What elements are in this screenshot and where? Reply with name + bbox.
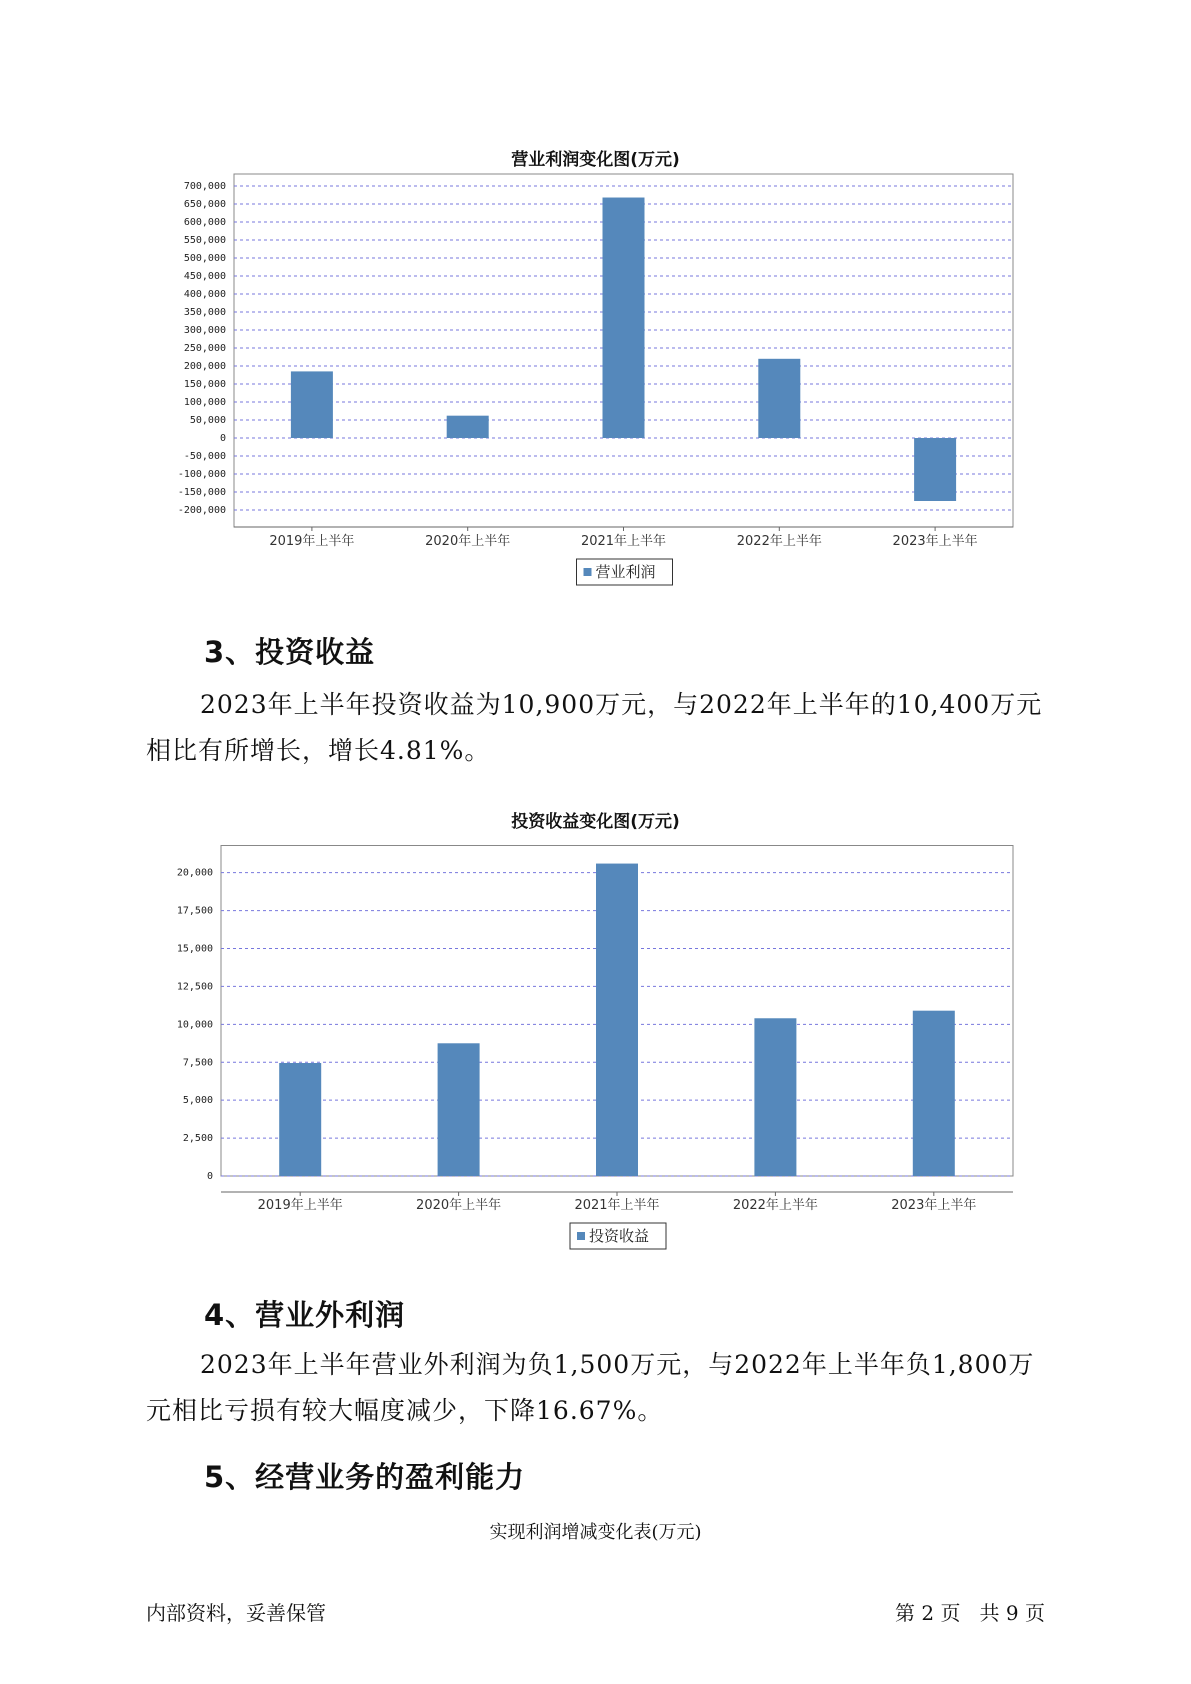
legend-label: 投资收益 [589, 1227, 650, 1245]
investment-income-chart [0, 650, 1191, 1250]
bar [291, 371, 333, 438]
bar [603, 198, 645, 438]
y-tick-label: 5,000 [182, 1095, 213, 1107]
y-tick-label: 300,000 [183, 325, 226, 336]
bar [914, 438, 956, 501]
footer-page-number: 第 2 页 共 9 页 [895, 1601, 1045, 1625]
x-tick-label: 2019年上半年 [269, 534, 355, 549]
y-tick-label: 550,000 [183, 235, 226, 246]
y-tick-label: 20,000 [176, 867, 213, 879]
table-caption: 实现利润增减变化表(万元) [489, 1522, 702, 1543]
legend [570, 1223, 666, 1249]
section-3-heading: 3、投资收益 [204, 635, 376, 669]
y-tick-label: 50,000 [189, 415, 226, 426]
x-tick-label: 2023年上半年 [891, 1198, 977, 1213]
y-tick-label: 200,000 [183, 361, 226, 372]
section-5-heading: 5、经营业务的盈利能力 [204, 1460, 526, 1494]
y-tick-label: 10,000 [176, 1019, 213, 1031]
y-tick-label: 2,500 [182, 1133, 213, 1145]
x-tick-label: 2020年上半年 [416, 1198, 502, 1213]
y-tick-label: -150,000 [177, 487, 226, 498]
x-tick-label: 2021年上半年 [580, 534, 667, 549]
section-4-paragraph [146, 1342, 1046, 1434]
y-tick-label: 450,000 [183, 271, 226, 282]
section-3-line-2: 相比有所增长，增长4.81%。 [146, 736, 491, 765]
section-4-heading: 4、营业外利润 [204, 1298, 406, 1332]
x-tick-label: 2021年上半年 [574, 1198, 660, 1213]
legend-swatch [577, 1232, 585, 1240]
y-tick-label: -100,000 [177, 469, 226, 480]
bar [913, 1011, 955, 1176]
y-tick-label: 100,000 [183, 397, 226, 408]
y-tick-label: -200,000 [177, 505, 226, 516]
bar [754, 1018, 796, 1176]
y-tick-label: 15,000 [176, 943, 213, 955]
legend [577, 559, 673, 585]
bar [758, 359, 800, 438]
x-tick-label: 2022年上半年 [732, 1198, 818, 1213]
x-tick-label: 2022年上半年 [736, 534, 822, 549]
bar [279, 1063, 321, 1176]
y-tick-label: 250,000 [183, 343, 226, 354]
x-tick-label: 2023年上半年 [892, 534, 978, 549]
footer-confidential-note: 内部资料，妥善保管 [146, 1601, 326, 1625]
y-tick-label: -50,000 [183, 451, 226, 462]
bar [438, 1043, 480, 1176]
legend-swatch [584, 568, 592, 576]
y-tick-label: 650,000 [183, 199, 226, 210]
x-tick-label: 2019年上半年 [257, 1198, 343, 1213]
legend-label: 营业利润 [595, 563, 656, 581]
y-tick-label: 350,000 [183, 307, 226, 318]
y-tick-label: 12,500 [176, 981, 213, 993]
y-tick-label: 0 [206, 1171, 213, 1182]
y-tick-label: 700,000 [183, 181, 226, 192]
y-tick-label: 150,000 [183, 379, 226, 390]
section-3-line-1: 2023年上半年投资收益为10,900万元，与2022年上半年的10,400万元 [200, 690, 1043, 719]
y-tick-label: 0 [219, 433, 226, 444]
y-tick-label: 17,500 [176, 905, 213, 917]
section-4-line-1: 2023年上半年营业外利润为负1,500万元，与2022年上半年负1,800万 [200, 1350, 1035, 1379]
chart1-title: 营业利润变化图(万元) [511, 150, 680, 170]
operating-profit-chart [0, 0, 1191, 600]
chart2-title: 投资收益变化图(万元) [511, 812, 680, 832]
bar [447, 416, 489, 438]
y-tick-label: 400,000 [183, 289, 226, 300]
x-tick-label: 2020年上半年 [425, 534, 511, 549]
y-tick-label: 7,500 [182, 1057, 213, 1069]
section-4-line-2: 元相比亏损有较大幅度减少，下降16.67%。 [146, 1396, 664, 1425]
y-tick-label: 500,000 [183, 253, 226, 264]
bar [596, 864, 638, 1176]
y-tick-label: 600,000 [183, 217, 226, 228]
